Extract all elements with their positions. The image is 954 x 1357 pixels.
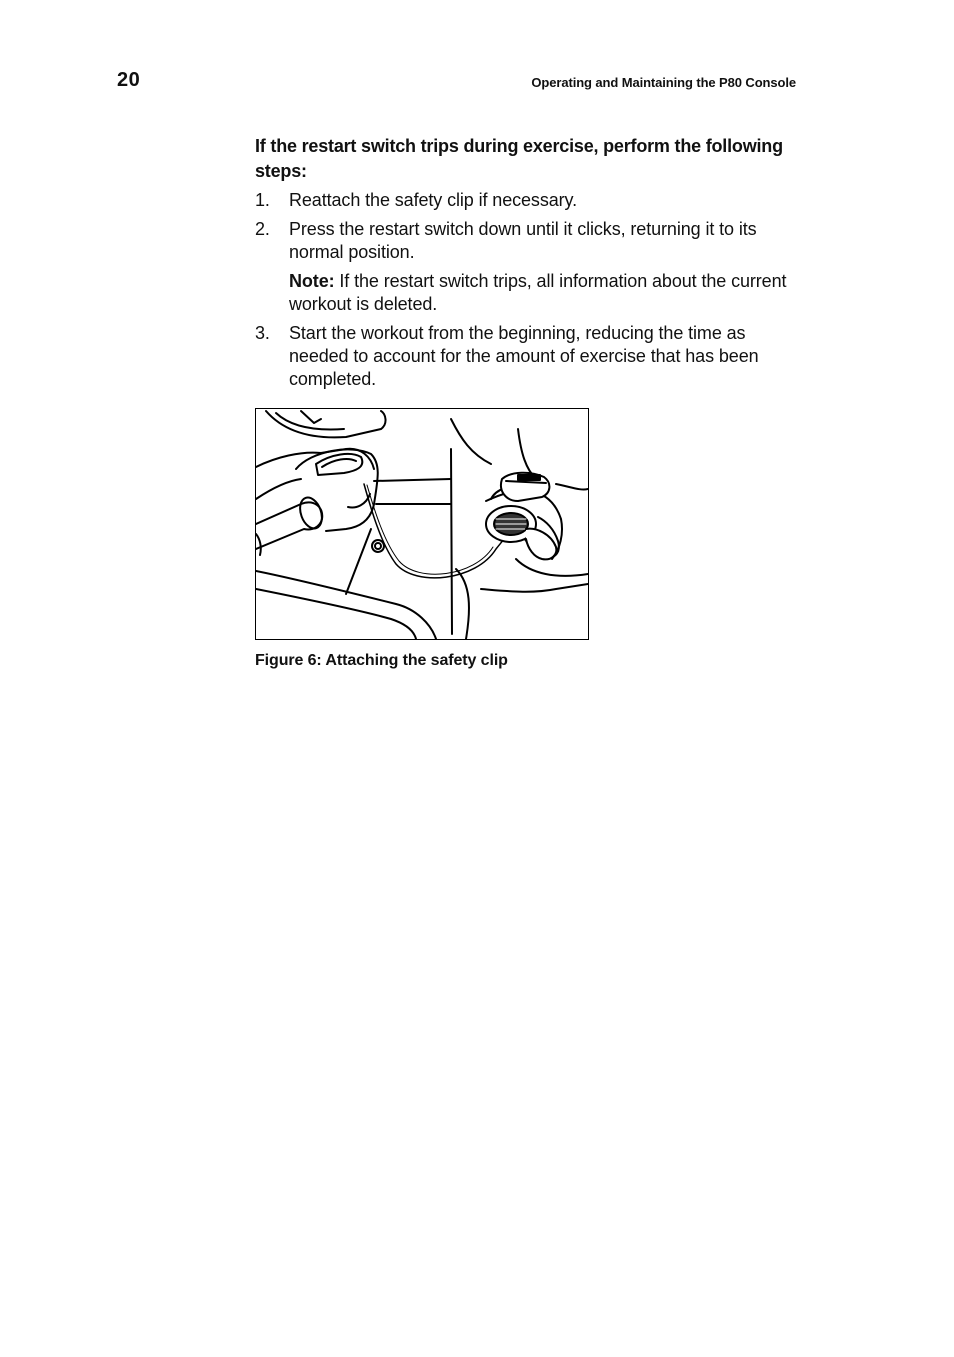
note (289, 270, 800, 316)
step-number: 3. (255, 323, 270, 343)
step-3 (255, 322, 800, 391)
safety-clip-illustration-icon (256, 409, 588, 639)
note-label: Note: (289, 271, 335, 291)
instructions-section (255, 134, 800, 397)
section-heading: If the restart switch trips during exercise, perform the following steps: (255, 136, 783, 181)
note-text: If the restart switch trips, all information about the current workout is deleted. (289, 271, 787, 314)
step-number: 2. (255, 219, 270, 239)
step-1 (255, 189, 800, 212)
step-text: Start the workout from the beginning, reducing the time as needed to account for the amount of exercise that has been completed. (289, 323, 759, 389)
step-number: 1. (255, 190, 270, 210)
safety-clip-figure (255, 408, 589, 640)
step-2 (255, 218, 800, 264)
step-text: Reattach the safety clip if necessary. (289, 190, 578, 210)
figure-caption: Figure 6: Attaching the safety clip (255, 652, 508, 669)
page-number: 20 (117, 69, 141, 91)
step-text: Press the restart switch down until it clicks, returning it to its normal position. (289, 219, 757, 262)
running-header: Operating and Maintaining the P80 Console (531, 75, 796, 90)
